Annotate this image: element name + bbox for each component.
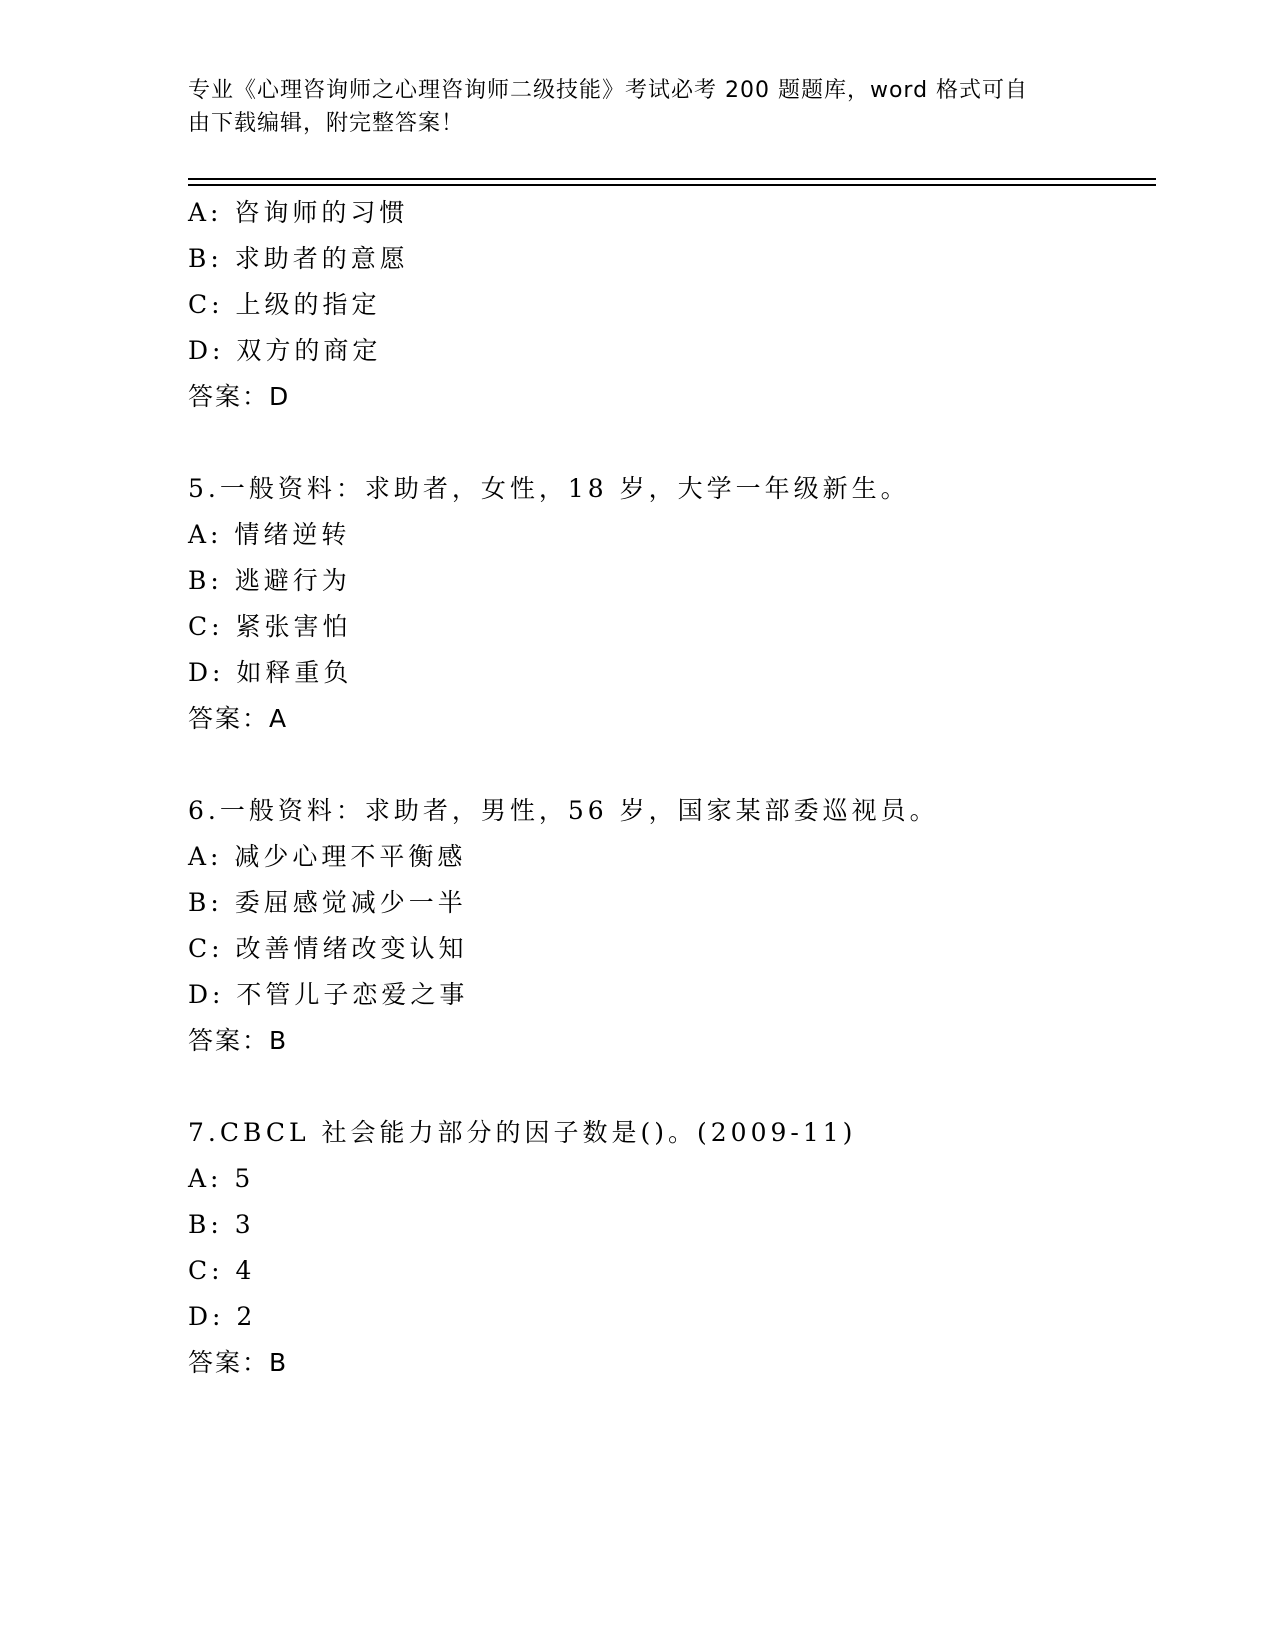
- block-spacer: [188, 420, 1156, 466]
- option-d: D: 不管儿子恋爱之事: [188, 980, 469, 1009]
- option-d: D: 双方的商定: [188, 336, 382, 365]
- option-a: A: 5: [188, 1164, 255, 1193]
- header-line-2: 由下载编辑，附完整答案！: [188, 111, 465, 136]
- question-text: 5.一般资料：求助者，女性，18 岁，大学一年级新生。: [188, 474, 910, 503]
- document-header: [188, 74, 1068, 140]
- option-c: C: 上级的指定: [188, 290, 381, 319]
- question-text: 7.CBCL 社会能力部分的因子数是()。(2009-11): [188, 1118, 857, 1147]
- answer-line: 答案：B: [188, 1026, 289, 1055]
- block-spacer: [188, 1064, 1156, 1110]
- option-c: C: 4: [188, 1256, 256, 1285]
- answer-line: 答案：B: [188, 1348, 289, 1377]
- answer-line: 答案：D: [188, 382, 291, 411]
- block-spacer: [188, 742, 1156, 788]
- question-block: [188, 466, 1156, 742]
- answer-line: 答案：A: [188, 704, 289, 733]
- option-c: C: 紧张害怕: [188, 612, 352, 641]
- option-b: B: 求助者的意愿: [188, 244, 409, 273]
- option-a: A: 咨询师的习惯: [188, 198, 409, 227]
- header-divider-top: [188, 178, 1156, 180]
- option-b: B: 逃避行为: [188, 566, 351, 595]
- option-b: B: 3: [188, 1210, 255, 1239]
- question-list: [188, 190, 1156, 1386]
- option-a: A: 情绪逆转: [188, 520, 351, 549]
- option-d: D: 2: [188, 1302, 257, 1331]
- option-a: A: 减少心理不平衡感: [188, 842, 467, 871]
- option-c: C: 改善情绪改变认知: [188, 934, 468, 963]
- question-text: 6.一般资料：求助者，男性，56 岁，国家某部委巡视员。: [188, 796, 939, 825]
- option-d: D: 如释重负: [188, 658, 353, 687]
- question-block: [188, 190, 1156, 420]
- option-b: B: 委屈感觉减少一半: [188, 888, 467, 917]
- header-line-1: 专业《心理咨询师之心理咨询师二级技能》考试必考 200 题题库，word 格式可自: [188, 78, 1029, 103]
- question-block: [188, 788, 1156, 1064]
- header-divider-bottom: [188, 184, 1156, 186]
- question-block: [188, 1110, 1156, 1386]
